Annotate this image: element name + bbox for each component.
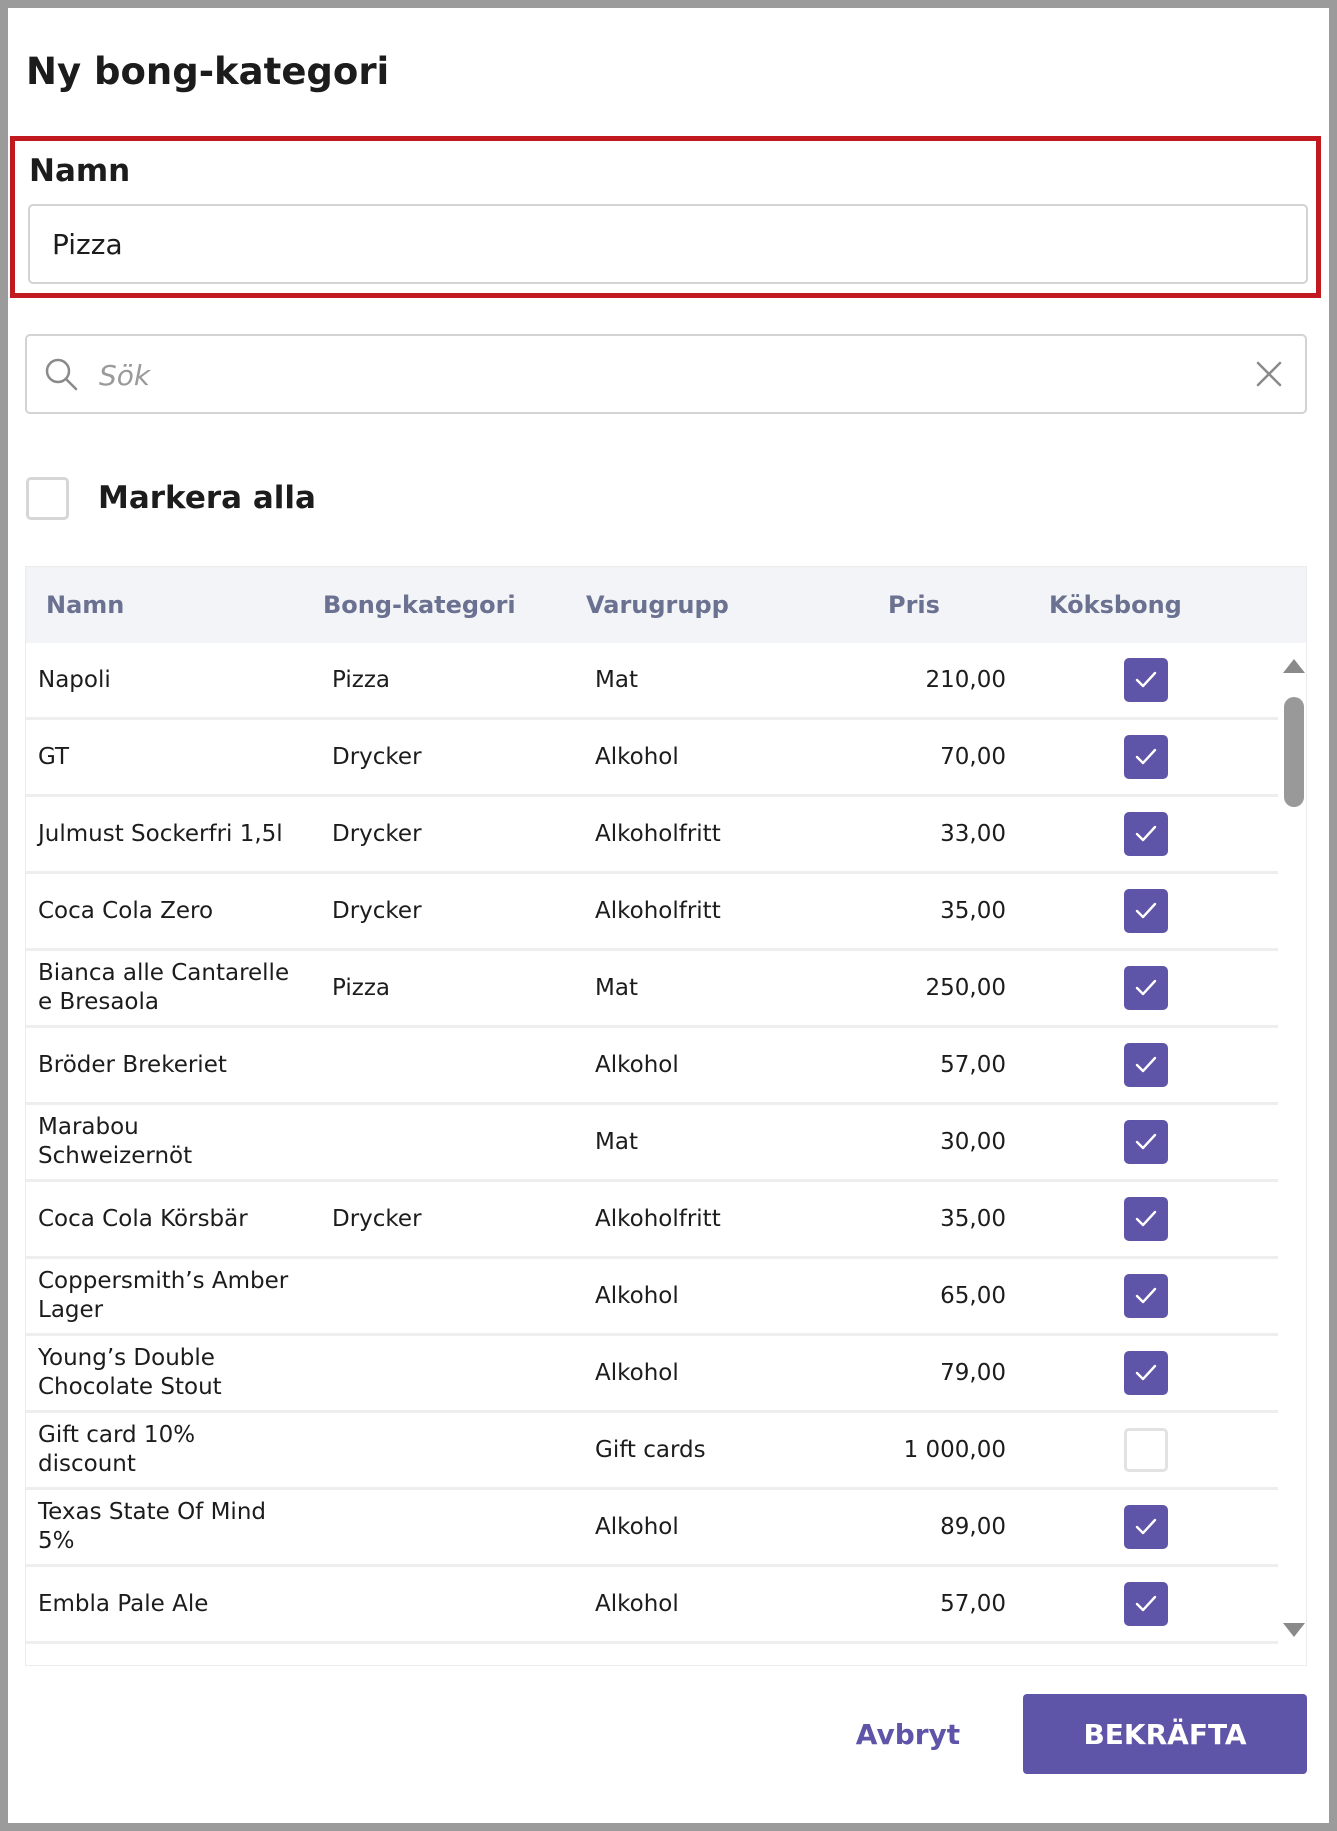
cell-ticket-category [332, 1567, 572, 1641]
cell-name: Embla Pale Ale [38, 1590, 209, 1617]
check-icon [1131, 973, 1161, 1003]
select-all-label: Markera alla [98, 480, 316, 516]
cell-ticket-category [332, 1028, 572, 1102]
cell-name: Napoli [38, 666, 111, 693]
table-body [26, 643, 1278, 1666]
check-icon [1131, 1204, 1161, 1234]
kitchen-ticket-checkbox[interactable] [1124, 735, 1168, 779]
table-row[interactable] [26, 797, 1278, 874]
column-header-price[interactable]: Pris [888, 591, 940, 619]
cell-kitchen-ticket [1123, 797, 1168, 871]
table-row[interactable] [26, 1028, 1278, 1105]
cell-name: Bianca alle Cantarelle e Bresaola [38, 960, 290, 1015]
cell-name: Bröder Brekeriet [38, 1051, 227, 1078]
cell-kitchen-ticket [1123, 643, 1168, 717]
kitchen-ticket-checkbox[interactable] [1124, 966, 1168, 1010]
cell-kitchen-ticket [1123, 951, 1168, 1025]
column-header-name[interactable]: Namn [46, 591, 125, 619]
name-field-label: Namn [29, 153, 131, 189]
select-all-checkbox[interactable] [26, 477, 69, 520]
column-header-kitchen-ticket[interactable]: Köksbong [1049, 591, 1182, 619]
cell-ticket-category: Drycker [332, 820, 422, 847]
cell-product-group: Alkohol [595, 743, 679, 770]
cell-name: Young’s Double Chocolate Stout [38, 1345, 222, 1400]
table-row[interactable] [26, 1259, 1278, 1336]
cell-kitchen-ticket [1123, 1336, 1168, 1410]
table-row[interactable] [26, 1413, 1278, 1490]
cell-kitchen-ticket [1123, 1028, 1168, 1102]
table-row[interactable] [26, 1105, 1278, 1182]
scroll-down-arrow-icon[interactable] [1283, 1623, 1305, 1637]
cell-ticket-category [332, 1259, 572, 1333]
cell-price: 57,00 [940, 1590, 1006, 1617]
check-icon [1131, 1589, 1161, 1619]
kitchen-ticket-checkbox[interactable] [1124, 1120, 1168, 1164]
cell-kitchen-ticket [1123, 1567, 1168, 1641]
confirm-button[interactable]: BEKRÄFTA [1023, 1694, 1307, 1774]
table-row[interactable] [26, 951, 1278, 1028]
cell-kitchen-ticket [1123, 1490, 1168, 1564]
cell-product-group: Mat [595, 666, 638, 693]
cell-name: Julmust Sockerfri 1,5l [38, 820, 283, 847]
cell-product-group: Alkohol [595, 1513, 679, 1540]
cell-product-group: Alkohol [595, 1282, 679, 1309]
product-table [25, 566, 1307, 1666]
kitchen-ticket-checkbox[interactable] [1124, 1505, 1168, 1549]
kitchen-ticket-checkbox[interactable] [1124, 1197, 1168, 1241]
cell-product-group: Gift cards [595, 1436, 706, 1463]
kitchen-ticket-checkbox[interactable] [1124, 1582, 1168, 1626]
cell-price: 70,00 [940, 743, 1006, 770]
cell-ticket-category: Pizza [332, 666, 390, 693]
search-input[interactable] [97, 346, 1201, 404]
cell-ticket-category: Drycker [332, 743, 422, 770]
kitchen-ticket-checkbox[interactable] [1124, 812, 1168, 856]
table-row[interactable] [26, 1182, 1278, 1259]
check-icon [1131, 1127, 1161, 1157]
cell-product-group: Alkoholfritt [595, 897, 721, 924]
table-row[interactable] [26, 643, 1278, 720]
cell-price: 89,00 [940, 1513, 1006, 1540]
close-icon[interactable] [1253, 358, 1285, 390]
cell-product-group: Alkohol [595, 1359, 679, 1386]
cell-price: 250,00 [925, 974, 1006, 1001]
cell-kitchen-ticket [1123, 1105, 1168, 1179]
cancel-button[interactable]: Avbryt [828, 1694, 988, 1774]
table-row[interactable] [26, 1336, 1278, 1413]
kitchen-ticket-checkbox[interactable] [1124, 1274, 1168, 1318]
column-header-product-group[interactable]: Varugrupp [586, 591, 729, 619]
cell-price: 79,00 [940, 1359, 1006, 1386]
check-icon [1131, 1512, 1161, 1542]
kitchen-ticket-checkbox[interactable] [1124, 658, 1168, 702]
cell-name: Marabou Schweizernöt [38, 1114, 193, 1169]
cell-product-group: Mat [595, 974, 638, 1001]
dialog-footer [8, 1688, 1329, 1788]
cell-price: 210,00 [925, 666, 1006, 693]
cell-ticket-category: Drycker [332, 897, 422, 924]
cell-name: Coppersmith’s Amber Lager [38, 1268, 289, 1323]
name-field-section [10, 136, 1321, 298]
cell-product-group: Alkohol [595, 1051, 679, 1078]
check-icon [1131, 1281, 1161, 1311]
cell-kitchen-ticket [1123, 1182, 1168, 1256]
scroll-thumb[interactable] [1284, 697, 1304, 807]
name-input[interactable] [28, 204, 1308, 284]
cell-price: 1 000,00 [903, 1436, 1006, 1463]
search-icon [43, 356, 79, 392]
kitchen-ticket-checkbox[interactable] [1124, 1043, 1168, 1087]
cell-price: 30,00 [940, 1128, 1006, 1155]
kitchen-ticket-checkbox[interactable] [1124, 1351, 1168, 1395]
table-scrollbar[interactable] [1280, 643, 1307, 1666]
cell-name: Gift card 10% discount [38, 1422, 196, 1477]
cell-price: 35,00 [940, 897, 1006, 924]
table-row[interactable] [26, 1567, 1278, 1644]
kitchen-ticket-checkbox[interactable] [1124, 1428, 1168, 1472]
cell-kitchen-ticket [1123, 874, 1168, 948]
cell-product-group: Alkohol [595, 1590, 679, 1617]
cell-kitchen-ticket [1123, 1413, 1168, 1487]
cell-product-group: Alkoholfritt [595, 820, 721, 847]
cell-name: Coca Cola Zero [38, 897, 214, 924]
cell-price: 57,00 [940, 1051, 1006, 1078]
table-row[interactable] [26, 720, 1278, 797]
check-icon [1131, 742, 1161, 772]
cell-ticket-category: Drycker [332, 1205, 422, 1232]
scroll-up-arrow-icon[interactable] [1283, 659, 1305, 673]
check-icon [1131, 1050, 1161, 1080]
cell-product-group: Mat [595, 1128, 638, 1155]
check-icon [1131, 665, 1161, 695]
table-header [26, 567, 1307, 643]
table-row[interactable] [26, 1490, 1278, 1567]
check-icon [1131, 819, 1161, 849]
search-box[interactable] [25, 334, 1307, 414]
cell-ticket-category [332, 1105, 572, 1179]
cell-price: 65,00 [940, 1282, 1006, 1309]
cell-price: 33,00 [940, 820, 1006, 847]
cell-ticket-category: Pizza [332, 974, 390, 1001]
check-icon [1131, 896, 1161, 926]
table-row[interactable] [26, 874, 1278, 951]
check-icon [1131, 1358, 1161, 1388]
new-ticket-category-dialog [8, 8, 1329, 1823]
cell-name: GT [38, 743, 70, 770]
dialog-title: Ny bong-kategori [26, 50, 390, 93]
cell-ticket-category [332, 1490, 572, 1564]
cell-kitchen-ticket [1123, 1259, 1168, 1333]
column-header-ticket-category[interactable]: Bong-kategori [323, 591, 516, 619]
cell-ticket-category [332, 1336, 572, 1410]
cell-name: Texas State Of Mind 5% [38, 1499, 267, 1554]
cell-ticket-category [332, 1413, 572, 1487]
cell-name: Coca Cola Körsbär [38, 1205, 248, 1232]
cell-kitchen-ticket [1123, 720, 1168, 794]
cell-product-group: Alkoholfritt [595, 1205, 721, 1232]
kitchen-ticket-checkbox[interactable] [1124, 889, 1168, 933]
cell-price: 35,00 [940, 1205, 1006, 1232]
